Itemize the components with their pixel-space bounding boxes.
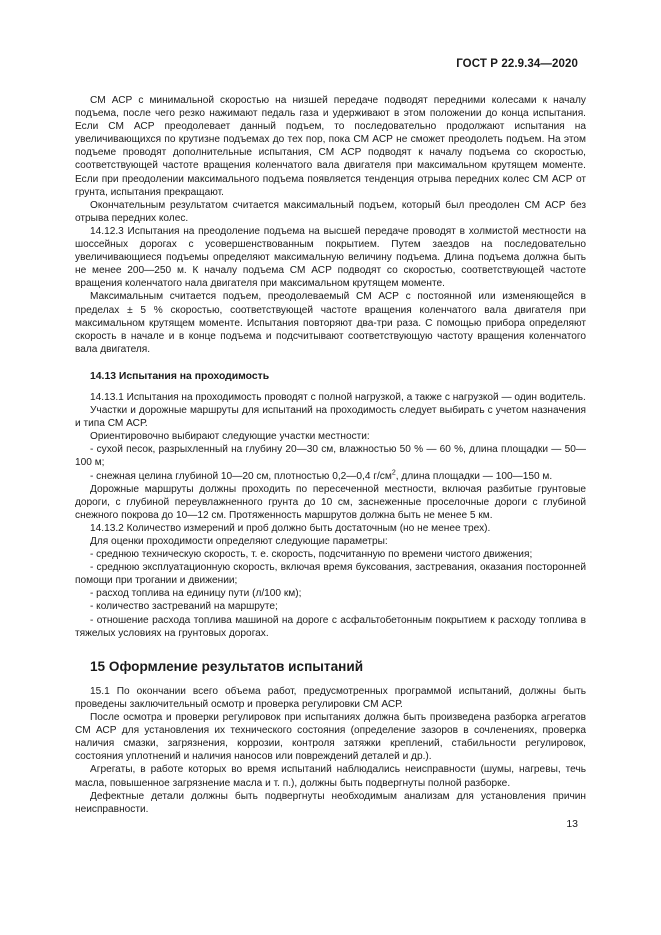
list-item: - среднюю эксплуатационную скорость, включая время буксования, застревания, оказания посторонней помощи при трогании и движении; xyxy=(75,562,586,587)
list-item xyxy=(75,470,586,483)
paragraph: Дефектные детали должны быть подвергнуты необходимым анализам для установления причин неисправности. xyxy=(75,790,586,815)
document-id-header: ГОСТ Р 22.9.34—2020 xyxy=(456,58,578,70)
paragraph: 14.13.2 Количество измерений и проб должно быть достаточным (но не менее трех). xyxy=(90,522,491,534)
paragraph: Дорожные маршруты должны проходить по пересеченной местности, включая разбитые грунтовые дороги, с глубиной переувлажненного грунта до 10 см, заснеженные проселочные дороги с глубиной снежного покрова до 10—12 см. Протяженность маршрутов должна быть не менее 5 км. xyxy=(75,483,586,521)
paragraph: 15.1 По окончании всего объема работ, предусмотренных программой испытаний, должны быть проведены заключительный осмотр и проверка регулировки СМ АСР. xyxy=(75,685,586,710)
paragraph: Агрегаты, в работе которых во время испытаний наблюдались неисправности (шумы, нагревы, течь масла, повышенное загрязнение масла и т. п.), должны быть подвергнуты полной разборке. xyxy=(75,764,586,789)
paragraph: Ориентировочно выбирают следующие участки местности: xyxy=(90,431,370,443)
list-item-text: , длина площадки — 100—150 м. xyxy=(395,470,553,482)
page-number: 13 xyxy=(566,818,578,830)
paragraph: После осмотра и проверки регулировок при испытаниях должна быть произведена разборка агрегатов СМ АСР для установления их технического состояния (определение зазоров в сочленениях, проверка наличия смазки, загрязнения, коррозии, контроля затяжки креплений, стабильности регулировок, состояния уплотнений и наличия наносов или повреждений деталей и др.). xyxy=(75,712,586,763)
paragraph: 14.13.1 Испытания на проходимость проводят с полной нагрузкой, а также с нагрузкой — один водитель. xyxy=(90,391,586,403)
paragraph: СМ АСР с минимальной скоростью на низшей передаче подводят передними колесами к началу подъема, после чего резко нажимают педаль газа и удерживают в этом положении до конца испытания. Если СМ АСР преодолевает данный подъем, то последовательно продолжают испытания на увеличивающихся по крутизне подъемах до тех пор, пока СМ АСР не сможет преодолеть подъем. На этом подъеме проводят дополнительные испытания, СМ АСР подводят к началу подъема со скоростью, соответствующей частоте вращения коленчатого вала двигателя при максимальном крутящем моменте. Если при преодолении максимального подъема появляется тенденция отрыва передних колес СМ АСР от грунта, испытания прекращают. xyxy=(75,95,586,198)
paragraph: Для оценки проходимости определяют следующие параметры: xyxy=(90,536,388,547)
paragraph: Участки и дорожные маршруты для испытаний на проходимость следует выбирать с учетом назначения и типа СМ АСР. xyxy=(75,405,586,430)
paragraph: Окончательным результатом считается максимальный подъем, который был преодолен СМ АСР без отрыва передних колес. xyxy=(75,199,586,224)
superscript: 2 xyxy=(391,469,396,477)
paragraph: Максимальным считается подъем, преодолеваемый СМ АСР с постоянной или изменяющейся в пределах ± 5 % скоростью, соответствующей частоте вращения коленчатого вала двигателя при максимальном крутящем моменте. Испытания повторяют два-три раза. С помощью прибора определяют скорость в начале и в конце подъема и подсчитывают соответствующую частоту вращения коленчатого вала двигателя. xyxy=(75,291,586,355)
page-body xyxy=(75,94,586,816)
list-item: - сухой песок, разрыхленный на глубину 20—30 см, влажностью 50 % — 60 %, длина площадки — 50—100 м; xyxy=(75,444,586,469)
subsection-heading-14-13: 14.13 Испытания на проходимость xyxy=(90,370,270,382)
paragraph: 14.12.3 Испытания на преодоление подъема на высшей передаче проводят в холмистой местности на шоссейных дорогах с усовершенствованным покрытием. Путем заездов на последовательно увеличивающиеся подъемы определяют максимальную величину подъема. Длина подъема должна быть не менее 200—250 м. К началу подъема СМ АСР подводят со скоростью, соответствующей частоте вращения коленчатого нала двигателя при максимальном крутящем моменте. xyxy=(75,225,586,290)
list-item: - расход топлива на единицу пути (л/100 км); xyxy=(90,588,302,600)
list-item: - количество застреваний на маршруте; xyxy=(90,601,278,613)
list-item: - отношение расхода топлива машиной на дороге с асфальтобетонным покрытием к расходу топлива в тяжелых условиях на грунтовых дорогах. xyxy=(75,614,586,639)
list-item: - среднюю техническую скорость, т. е. скорость, подсчитанную по времени чистого движения; xyxy=(90,549,533,561)
section-heading-15: 15 Оформление результатов испытаний xyxy=(90,658,364,674)
list-item-text: - снежная целина глубиной 10—20 см, плотностью 0,2—0,4 г/см xyxy=(90,470,392,482)
